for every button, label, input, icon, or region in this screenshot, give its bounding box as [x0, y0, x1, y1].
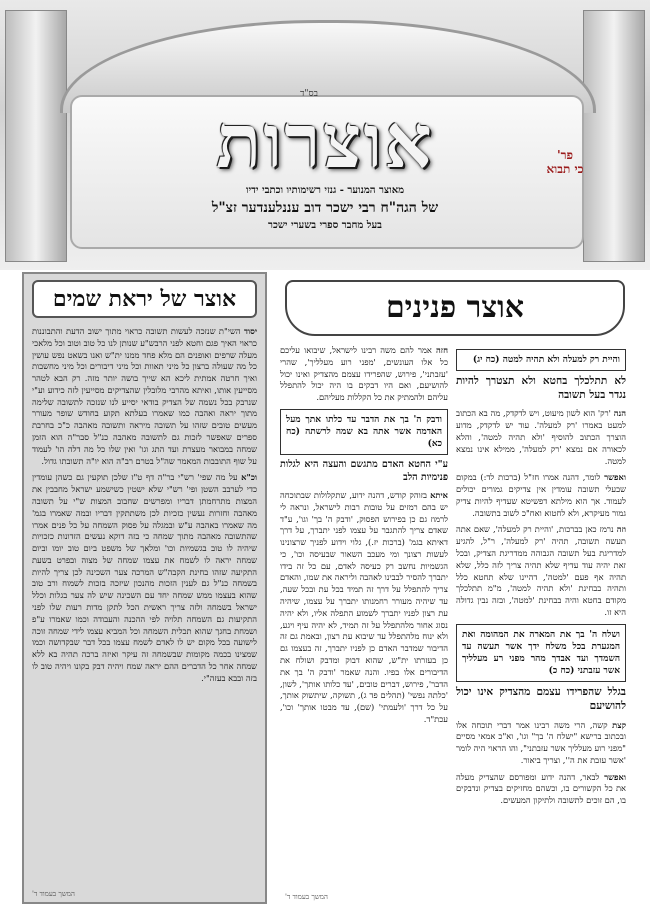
paragraph-lead: יסוד — [243, 326, 257, 336]
paragraph-text: לבאר, דהנה ידוע ומפורסם שהצדיק מעלה את כל הקשורים בו, וכשהם מחזיקים בצדיק ונדבקים בו, הם זוכים לתשובה ולתיקון המעשים. — [456, 771, 626, 806]
paragraph-text: על מה שפי' רש"י בר"ה דף ט"ז שלכן תוקעין גם כשהן עומדין כדי לערבב השטן ופי' רש"י שלא ישטין כשישמע ישראל מחבבין את המצות מתרחמתן דבריו ומפרשים שחבוב המצות ש"י על תשובה מאהבה וחזרות נעשין כזכיות לכן משתתקין דבריו ובמה שאמרו בגמ' מה שאמרו באהבה ע"ש ובמגלה על פסוק השמחה על כל פנים אמרו שהתשובה מאהבה מתוך שמחה כי בזה דוקא נעשים הזדונות כזכויות שיהיה לו טוב בגשמיות וכו' ומלאך של משפט ביום טוב יומו וביום שמחה יראה לו לשמח את עצמו שמחה של מצוה ובפרט בשעת התקיעה שזהו בחינת הקבה"ש המרכה צער השכינה לכן צריך להיות בשמחה כנ"ל גם לענין הזכות מהנכון שיזכה בזכות לשמוח ורב טוב שהוא בעצמו ממש שמחה יחד עם השכינה שיש לה צער בגלות וכלל ישראל בשמחה ולזה צריך ראשית הכל לתקן מדות רעות שלו לפני התקיעות גם השמחה תלויה לפי ההכנה והעבודה וכמו שאמרו ע"פ ושמחת בחגך שהוא תכלית השמחה וכל המביא עצמו לידי שמחה זוכה לישועה בכל מקום יש לו לאדם לשמח עצמו בכל דבר שבקדושה וכמו שמצינו בכמה מקומות שבשמחה זה עיקר ואיזה ברכה תהיה בא ללא שמחה אחר כל הדברים ההם יראה שמח ויהיה דבק בקונו ויהיה טוב לו בזה ובבא בעזה"י. — [32, 472, 257, 683]
parsha-name: כי תבוא — [546, 162, 584, 177]
masthead-logo: אוצרות — [216, 99, 434, 185]
parsha-prefix: פר' — [556, 148, 574, 162]
subtitle-author: של הגה"ח רבי ישכר דוב עננלענדער זצ"ל — [211, 200, 439, 216]
verse-text: ושלח ה' בך את המארה את המהומה ואת המגערת בכל משלח ידך אשר תעשה עד השמדך ועד אבדך מהר מפני רע מעלליך אשר עזבתני — [462, 629, 620, 677]
verse-text: והיית רק למעלה ולא תהיה למטה — [502, 355, 620, 365]
article-paragraph — [456, 772, 626, 807]
verse-ref: (כח כ) — [548, 666, 575, 677]
article-column-left — [280, 345, 448, 731]
paragraph-lead: ואפשר — [604, 472, 626, 483]
subtitle-collection: מאוצר המנוער - גנזי רשימותיו וכתבי ידיו — [245, 185, 405, 196]
paragraph-lead: הנה — [613, 408, 626, 419]
continued-note: המשך בעמוד ד' — [32, 890, 75, 898]
paragraph-lead: איתא — [430, 490, 448, 501]
article-column-right — [456, 345, 626, 812]
article-paragraph — [456, 720, 626, 767]
main-title: אוצר פנינים — [285, 280, 625, 336]
paragraph-lead: וכ"א — [241, 472, 257, 483]
sidebar-column — [22, 272, 267, 904]
paragraph-text: לומר, דהנה אמרו חז"ל (ברכות לד:) במקום שבעלי תשובה עומדין אין צדיקים גמורים יכולים לעמוד. אך הוא מילתא דפשיטא שעדיף להיות צדיק גמור מעיקרא, ולא לחטוא ואח"כ לשוב בתשובה. — [456, 472, 626, 518]
paragraph-text: השי"ת שנזכה לעשות תשובה כראוי מתוך ישוב הדעת והתבוננות כראוי האיך פגם וחטא לפני הרבש"ע שנותן לנו כל טוב וטוב וכל מלאכי מעלה שרפים ואופנים הם מלא פחד ממנו ית"ש ואנו בשאט נפש עושין כל מה שעולה ברצון כל מיני תאוות וכל מיני דיבורים וכל מיני מחשבות ואיך חרטה אמתית ליכא הא שייך בושה יותר מזה. רק הבא לטהר מסייעין אותו, ואיתא מהרבי מלובלין שהצדיקים מסייעין לזה כידוע וע"י שנרבק בכל נשמה של הצדיק בודאי יסייע לנו שנזכה לתשובה שלימה מתוך יראה ואהבה כמו שאמרו בעלתא תקוע בחודש שופר מעורר מעשים טובים שזהו על תשובה מיראה ותשובה מאהבה כ"כ בחרבת ספרים שאפשר לזכות גם לתשובה מאהבה כנ"ל סבר"ה הוא הזמן שמחה במבואר מעצרת ועד התג וגו' ואין שלו כל מה דלה הו' לעמוד על שוף התובבות המאמר שה"ל בטרם רב"ה הוא יו"ה תשובתו גדול. — [32, 326, 257, 466]
subtitle-books: בעל מחבר ספרי בשערי ישכר — [268, 220, 382, 231]
section-heading: לא תתלכלך בחטא ולא תצטרך להיות נגדר בעל תשובה — [456, 375, 626, 401]
sidebar-title: אוצר של יראת שמים — [32, 280, 257, 318]
verse-ref: (כח יג) — [472, 355, 500, 365]
paragraph-text: נרמז כאן בברכות, 'והיית רק למעלה', שאם אתה תעשה תשובה, תהיה 'רק למעלה', ר"ל, להגיע למדריגת בעל תשובה הגבוהה ממדריגת הצדיק, ובכל זאת יהיה עוד עדיף שלא תהיה צריך לזה כלל, שלא תהיה אף פעם 'למטה', דהיינו שלא תחטא כלל ותהיה בבחינת 'ולא תהיה למטה', מ"מ תתלכלך מקודם בחטא והיה בבחינת 'למטה', ובזה נבין גדולה היא זו. — [456, 524, 626, 617]
sidebar-body — [24, 322, 265, 693]
verse-box — [456, 624, 626, 683]
paragraph-text: בזוהק קודש, דהנה ידוע, שתקלולות שבתוכחה יש בהם רמזים על טובות רבות לישראל, ונראה לי לרמוז גם כן בפירוש הפסוק, 'ודבק ה' בך' וגו', ע"ד שאדם צריך להתגבר על עצמו לפני יתברך, על דרך דאיתא בגמ' (ברכות יז.), גלוי וידוע לפניך שרצונינו לעשות רצונך ומי מעכב השאור שבעיסה וכו', כי הגשמיות נחשב רק כעיסה לאדם, עם כל זה בידו יתברך להסיר לבבינו לאהבה וליראה את שמו, והאדם צריך להתפלל על דרך זה תמיד בכל עת ובכל שעה, עד שיהיה מעורר רחמנותו יתברך על עצמו, שיהיה עת רצון לפניו יתברך לשמוע התפלה אליו, ולא יהיה נסוג אחור מלהתפלל על זה תמיד, לא יהיה עיף ויגע, ולא ינוח מלהתפלל עד שיבוא עת רצון, ובאמת גם זה הדיבור שמדבר האדם כן לפניו יתברך, זה בעצמו גם כן בעזרתו ית"ש, שהוא דבוק ומדבק ושולח את הדיבורים אלו בפיו. והנה שאמר 'ודבק ה' בך את הדבר', פירוש, דברים טובים, 'עד כלותו אותך', לשון, 'כלתה נפשי' (תהלים פד ג), תשוקה, שיתשוק אותך, על כל דרך 'ולעמתי' (שם), עד מבטו אותך' וכו', עכת"ד. — [280, 490, 448, 724]
article-paragraph — [456, 524, 626, 618]
masthead — [0, 0, 650, 270]
paragraph-lead: קצת — [612, 719, 627, 730]
verse-text: ודבק ה' בך את הדבר עד כלתו אתך מעל האדמה אשר אתה בא שמה לרשתה — [286, 414, 442, 438]
parsha-label — [525, 148, 605, 177]
sidebar-paragraph — [32, 326, 257, 467]
paragraph-text: אמר להם משה רבינו לישראל, שיבואו עליכם כל אלו העונשים, 'מפני רוע מעלליך', שהרי 'עזבתני', פירוש, שהפרידו עצמם מהצדיק ואינו יכול להושיעם, ואם היו דבקים בו היה יכול להתפלל עליהם ולהמתיק את כל הקללות מעליהם. — [280, 345, 448, 403]
continued-note: המשך בעמוד ד' — [285, 893, 328, 901]
verse-ref: (כח כא) — [286, 427, 442, 450]
article-paragraph — [456, 472, 626, 519]
paragraph-text: 'רק' הוא לשון מיעוט, ויש לדקדק, מה בא הכתוב למעט באמרו 'רק למעלה'. עוד יש לדקדק, מדוע הוצרך הכתוב להוסיף 'ולא תהיה למטה', והלא לכאורה אם נמצא 'רק למעלה', ממילא אינו נמצא למטה. — [456, 408, 626, 466]
pillar-left — [5, 10, 67, 262]
article-paragraph — [456, 408, 626, 467]
bsd-mark: בס"ד — [300, 89, 318, 99]
section-heading: בגלל שהפרידו עצמם מהצדיק אינו יכול להושיעם — [456, 686, 626, 712]
paragraph-lead: וזה — [616, 524, 627, 535]
paragraph-text: קשה, הרי משה רבינו אמר דברי תוכחה אלו ובכתוב ברישא "ישלח ה' בך" וגו', וא"כ אמאי מסיים "מפני רוע מעלליך אשר עזבתני", והו הראוי היה לומר 'אשר עזבת את ה'', וצריך ביאור. — [456, 719, 626, 765]
pillar-right — [583, 10, 645, 262]
paragraph-lead: חזה — [436, 345, 449, 355]
sidebar-paragraph — [32, 472, 257, 684]
article-paragraph — [280, 490, 448, 726]
article-paragraph — [280, 345, 448, 404]
verse-box — [456, 349, 626, 371]
paragraph-lead: ואפשר — [604, 771, 626, 782]
section-heading: ע"י החטא האדם מתגשם והעצה היא לגלות פנימיות הלב — [280, 459, 448, 483]
verse-box — [280, 409, 448, 455]
